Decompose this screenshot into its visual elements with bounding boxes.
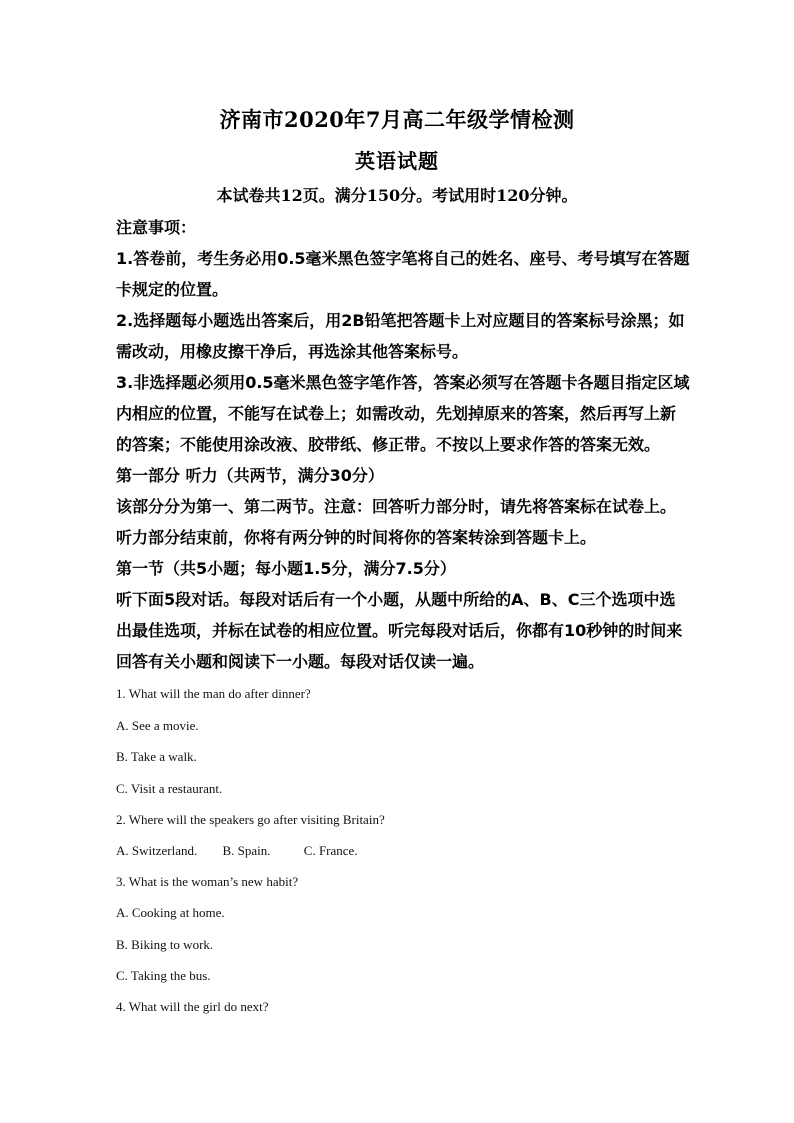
part1-heading: 第一部分 听力（共两节，满分30分）: [116, 466, 384, 485]
q2-option-a: A. Switzerland.: [116, 843, 198, 858]
part1-intro-line: 听力部分结束前，你将有两分钟的时间将你的答案转涂到答题卡上。: [116, 528, 597, 547]
exam-info: 本试卷共12页。满分150分。考试用时120分钟。: [216, 186, 578, 205]
q2-option-c: C. France.: [303, 843, 358, 858]
note-line: 卡规定的位置。: [116, 280, 229, 299]
q1-option-c: C. Visit a restaurant.: [116, 781, 223, 796]
note-line: 3.非选择题必须用0.5毫米黑色签字笔作答，答案必须写在答题卡各题目指定区域: [116, 373, 690, 392]
q3-option-a: A. Cooking at home.: [116, 905, 225, 920]
note-line: 的答案；不能使用涂改液、胶带纸、修正带。不按以上要求作答的答案无效。: [116, 435, 661, 454]
note-line: 需改动，用橡皮擦干净后，再选涂其他答案标号。: [116, 342, 469, 361]
section1-intro-line: 出最佳选项，并标在试卷的相应位置。听完每段对话后，你都有10秒钟的时间来: [116, 621, 683, 640]
note-line: 2.选择题每小题选出答案后，用2B铅笔把答题卡上对应题目的答案标号涂黑；如: [116, 311, 685, 330]
question-1: 1. What will the man do after dinner?: [116, 686, 311, 701]
q2-options: [116, 842, 686, 860]
q3-option-b: B. Biking to work.: [116, 937, 214, 952]
note-line: 内相应的位置，不能写在试卷上；如需改动，先划掉原来的答案，然后再写上新: [116, 404, 677, 423]
question-4: 4. What will the girl do next?: [116, 999, 269, 1014]
section1-intro-line: 回答有关小题和阅读下一小题。每段对话仅读一遍。: [116, 652, 485, 671]
q1-option-b: B. Take a walk.: [116, 749, 197, 764]
exam-title: 济南市2020年7月高二年级学情检测: [219, 107, 575, 132]
section1-intro-line: 听下面5段对话。每段对话后有一个小题，从题中所给的A、B、C三个选项中选: [116, 590, 676, 609]
q1-option-a: A. See a movie.: [116, 718, 199, 733]
exam-subtitle: 英语试题: [355, 149, 439, 173]
notes-heading: 注意事项：: [116, 218, 197, 237]
question-3: 3. What is the woman’s new habit?: [116, 874, 299, 889]
q2-option-b: B. Spain.: [222, 843, 271, 858]
part1-intro-line: 该部分分为第一、第二两节。注意：回答听力部分时，请先将答案标在试卷上。: [116, 497, 677, 516]
q3-option-c: C. Taking the bus.: [116, 968, 211, 983]
section1-heading: 第一节（共5小题；每小题1.5分，满分7.5分）: [116, 559, 456, 578]
question-2: 2. Where will the speakers go after visiting Britain?: [116, 812, 385, 827]
note-line: 1.答卷前，考生务必用0.5毫米黑色签字笔将自己的姓名、座号、考号填写在答题: [116, 249, 690, 268]
